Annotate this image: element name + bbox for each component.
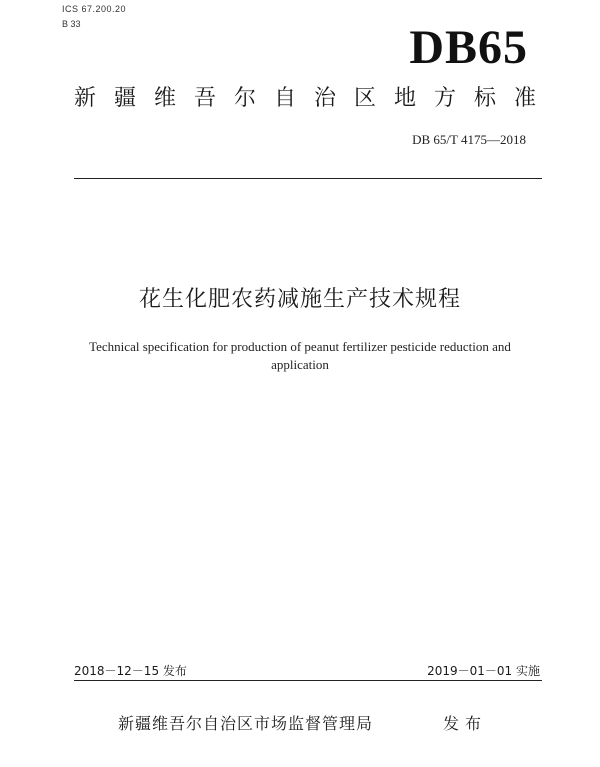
implement-date: 2019－01－01 实施 [427, 664, 540, 678]
top-divider [74, 178, 542, 179]
ics-code: ICS 67.200.20 [62, 4, 127, 14]
issue-label: 发布 [443, 714, 488, 733]
standard-type-heading: 新疆维吾尔自治区地方标准 [74, 86, 540, 111]
issuing-authority: 新疆维吾尔自治区市场监督管理局 [118, 714, 374, 733]
bottom-divider [74, 680, 542, 681]
publish-date: 2018－12－15 发布 [74, 664, 187, 678]
english-title-line-1: Technical specification for production of peanut fertilizer pesticide reduction and [89, 339, 511, 354]
standard-number: DB 65/T 4175—2018 [412, 132, 526, 147]
standard-mark: DB65 [409, 21, 528, 74]
ccs-code: B 33 [62, 19, 81, 29]
document-title-english [60, 338, 540, 374]
english-title-line-2: application [271, 357, 329, 372]
document-title-chinese: 花生化肥农药减施生产技术规程 [138, 287, 461, 312]
